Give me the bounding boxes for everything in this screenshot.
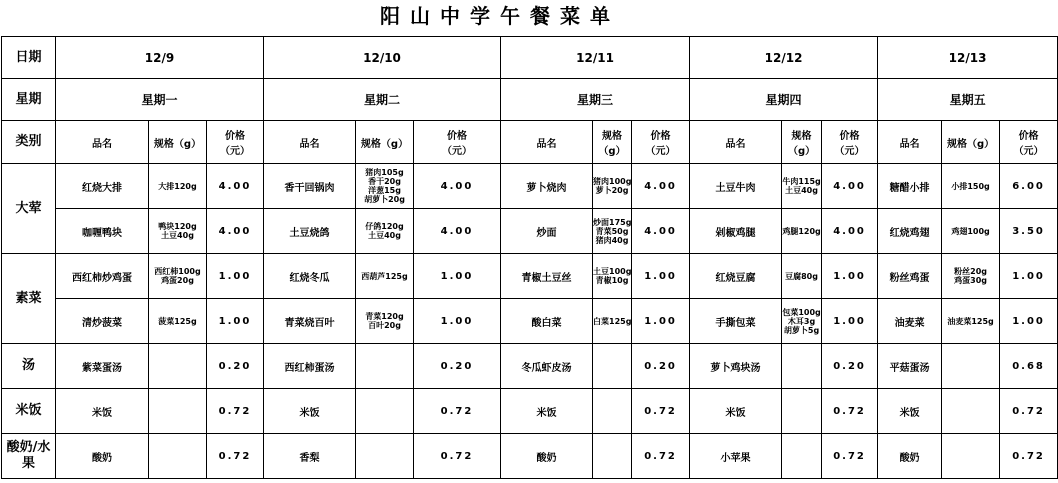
- dish-name: 红烧鸡翅: [878, 209, 942, 254]
- dish-spec-line: 鸡腿120g: [782, 226, 821, 236]
- day-weekday: 星期一: [56, 79, 264, 121]
- dish-price: 4.00: [822, 209, 878, 254]
- menu-row: [2, 299, 1058, 344]
- column-header-row: [2, 121, 1058, 164]
- dish-price: 0.72: [414, 434, 501, 479]
- category-cell: 酸奶/水果: [2, 434, 56, 479]
- dish-name: 咖喱鸭块: [56, 209, 149, 254]
- dish-spec: [942, 299, 1000, 344]
- dish-spec: [782, 389, 822, 434]
- column-header-price: [414, 121, 501, 164]
- dish-name: 米饭: [878, 389, 942, 434]
- dish-name: 剁椒鸡腿: [690, 209, 782, 254]
- dish-spec-line: 土豆40g: [368, 231, 401, 240]
- column-header-spec: 规格（g）: [356, 121, 414, 164]
- category-cell: 素菜: [2, 254, 56, 344]
- dish-spec: [593, 164, 632, 209]
- dish-price: 0.20: [414, 344, 501, 389]
- column-header-name: 品名: [264, 121, 356, 164]
- dish-spec-line: 土豆100g: [593, 267, 632, 276]
- dish-spec: [149, 389, 207, 434]
- column-header-spec: 规格（g）: [942, 121, 1000, 164]
- category-cell: 汤: [2, 344, 56, 389]
- dish-price: 0.20: [632, 344, 690, 389]
- dish-spec: [942, 209, 1000, 254]
- dish-name: 土豆烧鸽: [264, 209, 356, 254]
- dish-price: 0.72: [1000, 434, 1058, 479]
- dish-price: 1.00: [207, 254, 264, 299]
- dish-spec-line: 青菜50g: [595, 226, 629, 236]
- dish-spec: [782, 164, 822, 209]
- dish-price: 0.72: [822, 434, 878, 479]
- dish-price: 0.72: [207, 434, 264, 479]
- dish-spec: [593, 299, 632, 344]
- dish-spec: [942, 344, 1000, 389]
- dish-price: 4.00: [822, 164, 878, 209]
- dish-spec-line: 百叶20g: [368, 321, 401, 330]
- dish-spec: [356, 389, 414, 434]
- dish-name: 酸奶: [878, 434, 942, 479]
- dish-price: 6.00: [1000, 164, 1058, 209]
- column-header-name: 品名: [56, 121, 149, 164]
- dish-spec-line: 白菜125g: [593, 316, 632, 326]
- dish-price: 0.72: [632, 389, 690, 434]
- dish-spec: [149, 209, 207, 254]
- category-label: 类别: [2, 121, 56, 164]
- price-header-line-1: 价格: [447, 131, 468, 142]
- dish-spec-line: 鸡蛋20g: [161, 276, 194, 285]
- dish-name: 油麦菜: [878, 299, 942, 344]
- column-header-price: [632, 121, 690, 164]
- dish-spec: [593, 389, 632, 434]
- dish-name: 红烧豆腐: [690, 254, 782, 299]
- dish-spec: [593, 434, 632, 479]
- dish-spec-line: 猪肉100g: [593, 177, 632, 186]
- column-header-price: [1000, 121, 1058, 164]
- dish-spec: [149, 344, 207, 389]
- price-header-line-2: （元）: [1013, 146, 1044, 157]
- dish-spec: [593, 254, 632, 299]
- price-header-line-1: 价格: [650, 131, 671, 142]
- dish-name: 手撕包菜: [690, 299, 782, 344]
- dish-spec-line: 菠菜125g: [158, 316, 197, 326]
- dish-spec-line: 小排150g: [951, 181, 990, 191]
- menu-title: 阳山中学午餐菜单: [380, 4, 620, 28]
- column-header-name: 品名: [501, 121, 593, 164]
- dish-spec-line: 青椒10g: [595, 276, 629, 285]
- day-date: 12/10: [264, 37, 501, 79]
- dish-name: 酸奶: [501, 434, 593, 479]
- column-header-price: [207, 121, 264, 164]
- dish-price: 1.00: [207, 299, 264, 344]
- price-header-line-2: （元）: [220, 146, 250, 157]
- dish-name: 冬瓜虾皮汤: [501, 344, 593, 389]
- dish-price: 1.00: [632, 299, 690, 344]
- day-date: 12/11: [501, 37, 690, 79]
- dish-name: 香梨: [264, 434, 356, 479]
- dish-price: 0.72: [632, 434, 690, 479]
- menu-row: [2, 389, 1058, 434]
- dish-price: 1.00: [822, 254, 878, 299]
- price-header-line-1: 价格: [1018, 131, 1039, 142]
- dish-spec: [782, 344, 822, 389]
- dish-price: 4.00: [414, 209, 501, 254]
- dish-price: 0.72: [207, 389, 264, 434]
- dish-price: 0.72: [822, 389, 878, 434]
- weekday-row: [2, 79, 1058, 121]
- dish-price: 4.00: [414, 164, 501, 209]
- dish-name: 小苹果: [690, 434, 782, 479]
- dish-name: 粉丝鸡蛋: [878, 254, 942, 299]
- dish-spec-line: 香干20g: [368, 177, 401, 186]
- category-cell: 米饭: [2, 389, 56, 434]
- dish-price: 1.00: [414, 299, 501, 344]
- dish-spec: [593, 344, 632, 389]
- dish-price: 1.00: [1000, 254, 1058, 299]
- day-weekday: 星期三: [501, 79, 690, 121]
- dish-spec-line: 猪肉40g: [595, 235, 629, 245]
- menu-row: [2, 434, 1058, 479]
- column-header-spec: 规格（g）: [782, 121, 822, 164]
- dish-spec: [942, 434, 1000, 479]
- menu-body: [2, 37, 1058, 479]
- dish-spec-line: 鸡蛋30g: [954, 276, 987, 285]
- dish-spec-line: 鸡翅100g: [951, 226, 990, 236]
- dish-name: 酸白菜: [501, 299, 593, 344]
- day-weekday: 星期五: [878, 79, 1058, 121]
- weekday-label: 星期: [2, 79, 56, 121]
- day-weekday: 星期二: [264, 79, 501, 121]
- dish-spec-line: 牛肉115g: [782, 177, 821, 186]
- dish-name: 清炒菠菜: [56, 299, 149, 344]
- column-header-name: 品名: [878, 121, 942, 164]
- dish-name: 萝卜鸡块汤: [690, 344, 782, 389]
- dish-spec: [356, 299, 414, 344]
- dish-spec-line: 豆腐80g: [785, 271, 818, 281]
- dish-name: 萝卜烧肉: [501, 164, 593, 209]
- dish-spec-line: 猪肉105g: [365, 168, 404, 177]
- dish-spec-line: 胡萝卜20g: [364, 195, 405, 204]
- dish-spec-line: 油麦菜125g: [947, 316, 994, 326]
- dish-name: 西红柿蛋汤: [264, 344, 356, 389]
- day-weekday: 星期四: [690, 79, 878, 121]
- price-header-line-1: 价格: [225, 131, 245, 142]
- dish-name: 紫菜蛋汤: [56, 344, 149, 389]
- dish-spec-line: 木耳3g: [787, 316, 816, 326]
- menu-row: [2, 209, 1058, 254]
- dish-name: 酸奶: [56, 434, 149, 479]
- dish-spec-line: 包菜100g: [782, 307, 821, 317]
- date-row: [2, 37, 1058, 79]
- dish-price: 0.68: [1000, 344, 1058, 389]
- dish-spec: [782, 434, 822, 479]
- dish-spec: [593, 209, 632, 254]
- dish-spec: [356, 254, 414, 299]
- dish-spec-line: 仔鸽120g: [365, 222, 404, 231]
- day-date: 12/12: [690, 37, 878, 79]
- dish-price: 0.72: [414, 389, 501, 434]
- dish-spec-line: 炒面175g: [593, 217, 632, 227]
- dish-name: 米饭: [690, 389, 782, 434]
- dish-price: 1.00: [632, 254, 690, 299]
- price-header-line-2: （元）: [442, 146, 473, 157]
- dish-name: 红烧大排: [56, 164, 149, 209]
- category-cell: 大荤: [2, 164, 56, 254]
- dish-spec: [356, 344, 414, 389]
- column-header-spec: 规格（g）: [593, 121, 632, 164]
- dish-spec-line: 西红柿100g: [154, 267, 201, 276]
- column-header-spec: 规格（g）: [149, 121, 207, 164]
- dish-spec: [782, 299, 822, 344]
- dish-price: 1.00: [822, 299, 878, 344]
- dish-spec-line: 粉丝20g: [954, 267, 987, 276]
- dish-name: 平菇蛋汤: [878, 344, 942, 389]
- dish-spec: [356, 164, 414, 209]
- dish-spec-line: 萝卜20g: [595, 186, 629, 195]
- dish-spec: [782, 254, 822, 299]
- dish-spec: [942, 164, 1000, 209]
- dish-name: 土豆牛肉: [690, 164, 782, 209]
- dish-price: 1.00: [1000, 299, 1058, 344]
- dish-spec: [149, 299, 207, 344]
- column-header-name: 品名: [690, 121, 782, 164]
- dish-spec-line: 土豆40g: [161, 231, 194, 240]
- dish-spec-line: 胡萝卜5g: [783, 325, 820, 335]
- dish-name: 青菜烧百叶: [264, 299, 356, 344]
- price-header-line-1: 价格: [839, 131, 860, 142]
- menu-row: [2, 344, 1058, 389]
- dish-price: 4.00: [632, 209, 690, 254]
- dish-spec: [356, 209, 414, 254]
- dish-spec: [782, 209, 822, 254]
- dish-name: 米饭: [501, 389, 593, 434]
- lunch-menu-table: [1, 36, 1058, 479]
- dish-spec-line: 洋葱15g: [368, 186, 401, 195]
- dish-spec-line: 土豆40g: [785, 186, 818, 195]
- dish-price: 3.50: [1000, 209, 1058, 254]
- date-label: 日期: [2, 37, 56, 79]
- dish-price: 4.00: [207, 164, 264, 209]
- dish-name: 米饭: [56, 389, 149, 434]
- dish-spec-line: 青菜120g: [365, 312, 404, 321]
- dish-spec: [942, 389, 1000, 434]
- dish-spec: [942, 254, 1000, 299]
- dish-spec-line: 大排120g: [158, 181, 197, 191]
- dish-price: 0.72: [1000, 389, 1058, 434]
- dish-name: 米饭: [264, 389, 356, 434]
- day-date: 12/13: [878, 37, 1058, 79]
- dish-price: 4.00: [632, 164, 690, 209]
- dish-name: 炒面: [501, 209, 593, 254]
- dish-name: 青椒土豆丝: [501, 254, 593, 299]
- dish-spec: [149, 254, 207, 299]
- dish-spec-line: 西葫芦125g: [361, 271, 408, 281]
- dish-price: 1.00: [414, 254, 501, 299]
- day-date: 12/9: [56, 37, 264, 79]
- price-header-line-2: （元）: [645, 146, 676, 157]
- menu-row: [2, 164, 1058, 209]
- dish-price: 0.20: [207, 344, 264, 389]
- dish-spec: [149, 434, 207, 479]
- dish-spec-line: 鸭块120g: [158, 222, 197, 231]
- dish-spec: [149, 164, 207, 209]
- column-header-price: [822, 121, 878, 164]
- dish-name: 西红柿炒鸡蛋: [56, 254, 149, 299]
- price-header-line-2: （元）: [834, 146, 865, 157]
- dish-price: 0.20: [822, 344, 878, 389]
- menu-row: [2, 254, 1058, 299]
- dish-name: 糖醋小排: [878, 164, 942, 209]
- dish-name: 红烧冬瓜: [264, 254, 356, 299]
- dish-price: 4.00: [207, 209, 264, 254]
- dish-name: 香干回锅肉: [264, 164, 356, 209]
- dish-spec: [356, 434, 414, 479]
